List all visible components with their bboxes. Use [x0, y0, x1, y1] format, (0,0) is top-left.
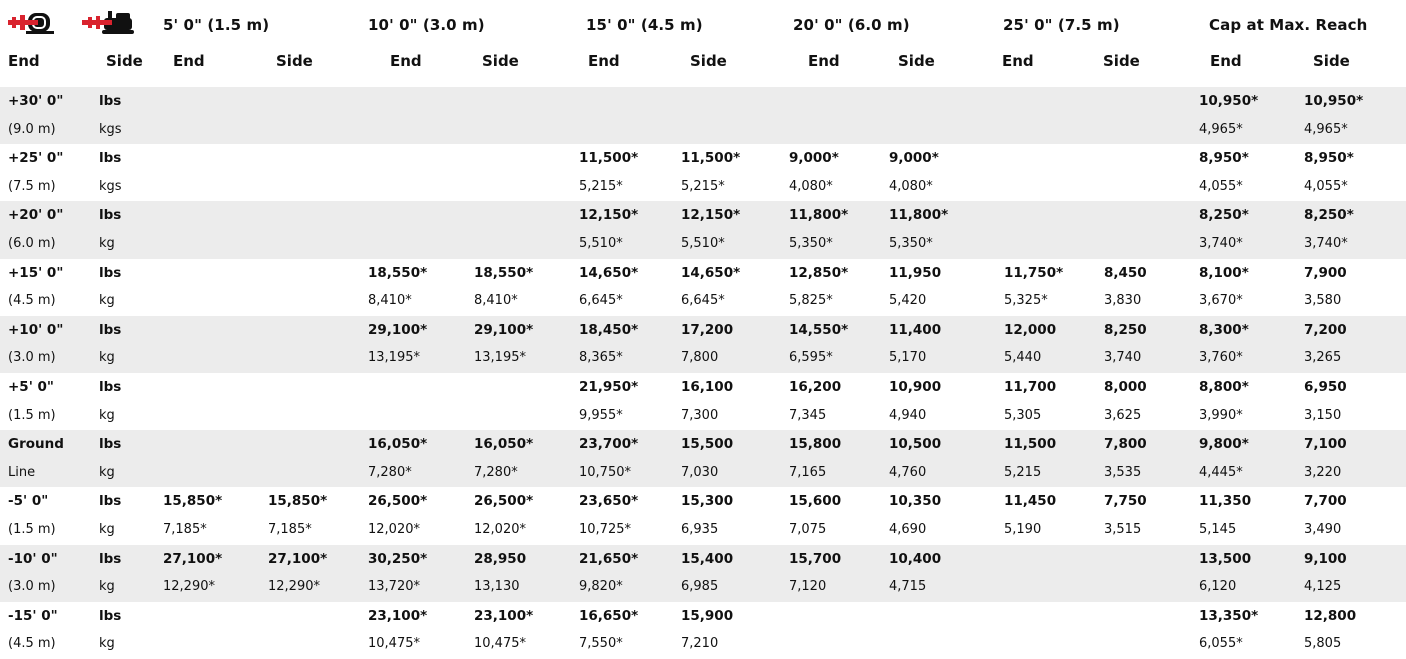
capacity-value: 4,715 [889, 579, 927, 595]
capacity-value: 16,100 [681, 378, 734, 395]
capacity-value: 14,650* [681, 264, 741, 281]
capacity-value: 10,950* [1199, 93, 1259, 109]
table-row [0, 373, 1406, 402]
row-unit: kg [99, 521, 115, 537]
row-unit: lbs [99, 378, 122, 395]
capacity-value: 7,550* [579, 636, 623, 652]
capacity-value: 10,950* [1304, 93, 1364, 109]
capacity-value: 15,400 [681, 550, 734, 567]
capacity-value: 21,650* [579, 550, 639, 567]
capacity-value: 4,080* [789, 178, 833, 194]
row-unit: lbs [99, 207, 122, 224]
capacity-value: 3,150 [1304, 407, 1342, 423]
row-unit: kgs [99, 121, 122, 137]
capacity-value: 28,950 [474, 550, 527, 567]
capacity-value: 18,550* [368, 264, 428, 281]
row-height-label: +25' 0" [8, 150, 64, 167]
subheader-side: Side [1313, 52, 1350, 70]
capacity-value: 3,760* [1199, 350, 1243, 366]
capacity-value: 9,000* [789, 150, 839, 167]
row-height-label: (9.0 m) [8, 121, 56, 137]
capacity-value: 8,250* [1199, 207, 1249, 224]
capacity-value: 7,120 [789, 579, 827, 595]
capacity-value: 7,100 [1304, 436, 1347, 453]
capacity-value: 6,645* [681, 293, 725, 309]
capacity-value: 6,595* [789, 350, 833, 366]
capacity-value: 8,800* [1199, 378, 1249, 395]
capacity-value: 5,805 [1304, 636, 1342, 652]
table-row [0, 459, 1406, 488]
capacity-value: 16,050* [368, 436, 428, 453]
capacity-value: 4,445* [1199, 464, 1243, 480]
row-unit: lbs [99, 607, 122, 624]
table-row [0, 287, 1406, 316]
subheader-end: End [588, 52, 620, 70]
capacity-value: 7,300 [681, 407, 719, 423]
capacity-value: 15,850* [268, 493, 328, 510]
capacity-value: 15,700 [789, 550, 842, 567]
capacity-value: 7,075 [789, 521, 827, 537]
capacity-value: 3,625 [1104, 407, 1142, 423]
capacity-value: 11,500* [579, 150, 639, 167]
capacity-value: 10,475* [368, 636, 420, 652]
capacity-value: 8,450 [1104, 264, 1147, 281]
capacity-value: 5,325* [1004, 293, 1048, 309]
capacity-value: 12,290* [163, 579, 215, 595]
capacity-value: 3,990* [1199, 407, 1243, 423]
capacity-value: 13,195* [474, 350, 526, 366]
row-unit: kg [99, 636, 115, 652]
excavator-side-view-icon [82, 10, 138, 36]
capacity-value: 4,760 [889, 464, 927, 480]
capacity-value: 10,500 [889, 436, 942, 453]
subheader-side: Side [106, 52, 143, 70]
capacity-value: 15,800 [789, 436, 842, 453]
table-row [0, 602, 1406, 631]
capacity-value: 15,850* [163, 493, 223, 510]
subheader-side: Side [482, 52, 519, 70]
row-height-label: +20' 0" [8, 207, 64, 224]
capacity-value: 12,020* [368, 521, 420, 537]
capacity-value: 15,600 [789, 493, 842, 510]
row-height-label: (6.0 m) [8, 235, 56, 251]
capacity-value: 12,800 [1304, 607, 1357, 624]
capacity-value: 8,950* [1304, 150, 1354, 167]
capacity-value: 4,055* [1304, 178, 1348, 194]
capacity-value: 5,440 [1004, 350, 1042, 366]
capacity-value: 9,000* [889, 150, 939, 167]
row-height-label: Line [8, 464, 36, 480]
capacity-value: 11,700 [1004, 378, 1057, 395]
range-header-15ft: 15' 0" (4.5 m) [586, 16, 703, 34]
capacity-value: 18,450* [579, 321, 639, 338]
capacity-value: 29,100* [368, 321, 428, 338]
row-unit: kg [99, 579, 115, 595]
row-height-label: (4.5 m) [8, 293, 56, 309]
header-row-ranges [0, 0, 1406, 46]
range-header-max-reach: Cap at Max. Reach [1209, 16, 1368, 34]
capacity-value: 6,645* [579, 293, 623, 309]
row-unit: kg [99, 350, 115, 366]
capacity-value: 6,985 [681, 579, 719, 595]
capacity-value: 12,850* [789, 264, 849, 281]
row-height-label: (1.5 m) [8, 521, 56, 537]
capacity-value: 4,940 [889, 407, 927, 423]
subheader-end: End [390, 52, 422, 70]
capacity-value: 14,550* [789, 321, 849, 338]
capacity-value: 7,280* [368, 464, 412, 480]
capacity-value: 7,165 [789, 464, 827, 480]
capacity-value: 7,030 [681, 464, 719, 480]
capacity-value: 7,185* [163, 521, 207, 537]
table-row [0, 173, 1406, 202]
capacity-value: 18,550* [474, 264, 534, 281]
subheader-end: End [173, 52, 205, 70]
capacity-value: 5,305 [1004, 407, 1042, 423]
capacity-value: 9,820* [579, 579, 623, 595]
capacity-value: 6,950 [1304, 378, 1347, 395]
capacity-value: 8,250* [1304, 207, 1354, 224]
capacity-value: 11,800* [789, 207, 849, 224]
subheader-end: End [1002, 52, 1034, 70]
row-height-label: +15' 0" [8, 264, 64, 281]
capacity-value: 10,400 [889, 550, 942, 567]
capacity-value: 27,100* [163, 550, 223, 567]
capacity-value: 8,365* [579, 350, 623, 366]
capacity-value: 5,350* [789, 235, 833, 251]
capacity-value: 26,500* [474, 493, 534, 510]
capacity-value: 5,825* [789, 293, 833, 309]
row-height-label: (1.5 m) [8, 407, 56, 423]
capacity-table-body [0, 87, 1406, 659]
capacity-value: 11,800* [889, 207, 949, 224]
row-height-label: -10' 0" [8, 550, 58, 567]
capacity-value: 8,100* [1199, 264, 1249, 281]
row-unit: kg [99, 235, 115, 251]
subheader-end: End [8, 52, 40, 70]
row-height-label: -5' 0" [8, 493, 49, 510]
capacity-value: 3,740 [1104, 350, 1142, 366]
capacity-value: 3,535 [1104, 464, 1142, 480]
capacity-value: 4,080* [889, 178, 933, 194]
capacity-value: 9,955* [579, 407, 623, 423]
row-unit: lbs [99, 550, 122, 567]
row-unit: lbs [99, 150, 122, 167]
capacity-value: 13,350* [1199, 607, 1259, 624]
capacity-value: 12,290* [268, 579, 320, 595]
capacity-value: 17,200 [681, 321, 734, 338]
table-row [0, 87, 1406, 116]
row-height-label: +10' 0" [8, 321, 64, 338]
table-row [0, 144, 1406, 173]
capacity-value: 16,200 [789, 378, 842, 395]
capacity-value: 15,500 [681, 436, 734, 453]
row-height-label: (7.5 m) [8, 178, 56, 194]
table-row [0, 630, 1406, 659]
capacity-value: 12,150* [681, 207, 741, 224]
row-unit: kg [99, 464, 115, 480]
capacity-value: 3,515 [1104, 521, 1142, 537]
subheader-side: Side [1103, 52, 1140, 70]
range-header-5ft: 5' 0" (1.5 m) [163, 16, 270, 34]
subheader-end: End [808, 52, 840, 70]
capacity-value: 29,100* [474, 321, 534, 338]
range-header-20ft: 20' 0" (6.0 m) [793, 16, 910, 34]
row-unit: lbs [99, 321, 122, 338]
capacity-value: 3,740* [1304, 235, 1348, 251]
capacity-value: 3,740* [1199, 235, 1243, 251]
subheader-side: Side [898, 52, 935, 70]
table-row [0, 344, 1406, 373]
capacity-value: 10,350 [889, 493, 942, 510]
row-unit: lbs [99, 264, 122, 281]
capacity-value: 4,965* [1304, 121, 1348, 137]
capacity-value: 23,650* [579, 493, 639, 510]
capacity-value: 4,690 [889, 521, 927, 537]
row-unit: kg [99, 293, 115, 309]
row-height-label: Ground [8, 436, 64, 453]
capacity-value: 23,100* [474, 607, 534, 624]
capacity-value: 10,725* [579, 521, 631, 537]
capacity-value: 11,950 [889, 264, 942, 281]
capacity-value: 23,100* [368, 607, 428, 624]
table-row [0, 402, 1406, 431]
capacity-value: 5,510* [681, 235, 725, 251]
capacity-value: 5,145 [1199, 521, 1237, 537]
capacity-value: 7,800 [681, 350, 719, 366]
capacity-value: 6,120 [1199, 579, 1237, 595]
capacity-value: 9,800* [1199, 436, 1249, 453]
capacity-value: 3,830 [1104, 293, 1142, 309]
capacity-value: 11,500 [1004, 436, 1057, 453]
capacity-value: 7,185* [268, 521, 312, 537]
capacity-value: 9,100 [1304, 550, 1347, 567]
capacity-value: 21,950* [579, 378, 639, 395]
capacity-value: 3,490 [1304, 521, 1342, 537]
capacity-value: 6,935 [681, 521, 719, 537]
table-row [0, 545, 1406, 574]
capacity-value: 8,410* [368, 293, 412, 309]
capacity-value: 5,215 [1004, 464, 1042, 480]
capacity-value: 8,250 [1104, 321, 1147, 338]
table-row [0, 516, 1406, 545]
row-height-label: (3.0 m) [8, 350, 56, 366]
table-row [0, 430, 1406, 459]
row-unit: kg [99, 407, 115, 423]
capacity-value: 12,020* [474, 521, 526, 537]
capacity-value: 12,150* [579, 207, 639, 224]
capacity-value: 7,900 [1304, 264, 1347, 281]
row-height-label: (3.0 m) [8, 579, 56, 595]
capacity-value: 5,215* [681, 178, 725, 194]
capacity-value: 13,500 [1199, 550, 1252, 567]
capacity-value: 13,195* [368, 350, 420, 366]
subheader-end: End [1210, 52, 1242, 70]
capacity-value: 5,190 [1004, 521, 1042, 537]
capacity-value: 7,200 [1304, 321, 1347, 338]
capacity-value: 10,900 [889, 378, 942, 395]
capacity-value: 15,900 [681, 607, 734, 624]
capacity-value: 30,250* [368, 550, 428, 567]
capacity-value: 3,220 [1304, 464, 1342, 480]
capacity-value: 13,720* [368, 579, 420, 595]
row-height-label: (4.5 m) [8, 636, 56, 652]
capacity-value: 10,475* [474, 636, 526, 652]
table-row [0, 116, 1406, 145]
capacity-value: 8,000 [1104, 378, 1147, 395]
capacity-value: 8,950* [1199, 150, 1249, 167]
row-height-label: +30' 0" [8, 93, 64, 109]
capacity-value: 16,050* [474, 436, 534, 453]
capacity-value: 10,750* [579, 464, 631, 480]
table-row [0, 487, 1406, 516]
excavator-end-view-icon [6, 10, 62, 36]
capacity-value: 8,410* [474, 293, 518, 309]
capacity-value: 7,210 [681, 636, 719, 652]
row-unit: lbs [99, 93, 122, 109]
capacity-value: 3,265 [1304, 350, 1342, 366]
row-unit: kgs [99, 178, 122, 194]
capacity-value: 13,130 [474, 579, 520, 595]
capacity-value: 15,300 [681, 493, 734, 510]
row-height-label: +5' 0" [8, 378, 54, 395]
capacity-value: 26,500* [368, 493, 428, 510]
capacity-value: 27,100* [268, 550, 328, 567]
capacity-value: 11,750* [1004, 264, 1064, 281]
range-header-25ft: 25' 0" (7.5 m) [1003, 16, 1120, 34]
capacity-value: 4,125 [1304, 579, 1342, 595]
capacity-value: 12,000 [1004, 321, 1057, 338]
subheader-side: Side [276, 52, 313, 70]
capacity-value: 7,800 [1104, 436, 1147, 453]
capacity-value: 11,500* [681, 150, 741, 167]
table-row [0, 316, 1406, 345]
subheader-side: Side [690, 52, 727, 70]
capacity-value: 7,750 [1104, 493, 1147, 510]
capacity-value: 8,300* [1199, 321, 1249, 338]
capacity-value: 11,400 [889, 321, 942, 338]
row-unit: lbs [99, 493, 122, 510]
capacity-value: 7,345 [789, 407, 827, 423]
table-row [0, 201, 1406, 230]
capacity-value: 3,580 [1304, 293, 1342, 309]
capacity-value: 3,670* [1199, 293, 1243, 309]
capacity-value: 6,055* [1199, 636, 1243, 652]
capacity-value: 5,510* [579, 235, 623, 251]
capacity-value: 11,350 [1199, 493, 1252, 510]
capacity-value: 5,350* [889, 235, 933, 251]
row-height-label: -15' 0" [8, 607, 58, 624]
table-row [0, 573, 1406, 602]
capacity-value: 14,650* [579, 264, 639, 281]
capacity-value: 11,450 [1004, 493, 1057, 510]
capacity-value: 7,700 [1304, 493, 1347, 510]
capacity-value: 5,170 [889, 350, 927, 366]
capacity-value: 5,215* [579, 178, 623, 194]
capacity-value: 16,650* [579, 607, 639, 624]
capacity-value: 23,700* [579, 436, 639, 453]
capacity-value: 4,055* [1199, 178, 1243, 194]
table-row [0, 259, 1406, 288]
capacity-value: 5,420 [889, 293, 927, 309]
capacity-value: 4,965* [1199, 121, 1243, 137]
range-header-10ft: 10' 0" (3.0 m) [368, 16, 485, 34]
capacity-value: 7,280* [474, 464, 518, 480]
row-unit: lbs [99, 436, 122, 453]
table-row [0, 230, 1406, 259]
header-row-views [0, 46, 1406, 80]
